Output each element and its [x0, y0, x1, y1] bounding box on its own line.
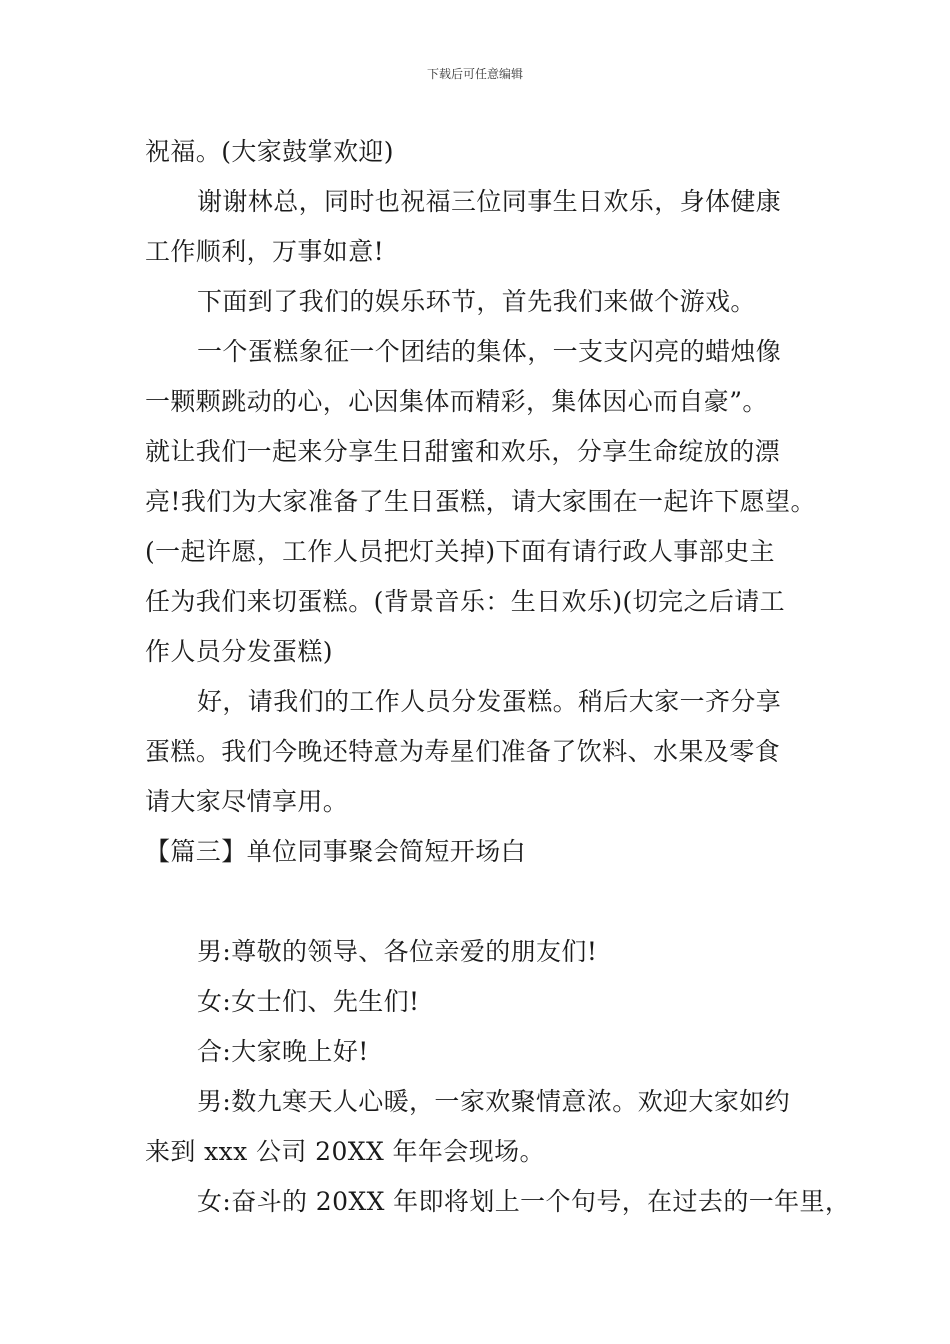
blank-line — [145, 877, 835, 927]
paragraph-line: 蛋糕。我们今晚还特意为寿星们准备了饮料、水果及零食 — [145, 737, 781, 766]
paragraph-line: 一颗颗跳动的心，心因集体而精彩，集体因心而自豪”。 — [145, 387, 768, 416]
paragraph-line: 谢谢林总，同时也祝福三位同事生日欢乐，身体健康 — [197, 187, 782, 216]
paragraph-line: 来到 xxx 公司 20XX 年年会现场。 — [145, 1137, 545, 1166]
section-heading: 【篇三】单位同事聚会简短开场白 — [145, 837, 527, 866]
paragraph-line: 合:大家晚上好! — [197, 1037, 369, 1066]
paragraph-line: 好，请我们的工作人员分发蛋糕。稍后大家一齐分享 — [197, 687, 782, 716]
paragraph-line: 请大家尽情享用。 — [145, 787, 349, 816]
paragraph-line: 任为我们来切蛋糕。(背景音乐：生日欢乐)(切完之后请工 — [145, 587, 786, 616]
paragraph-line: 祝福。(大家鼓掌欢迎) — [145, 137, 394, 166]
paragraph-line: (一起许愿，工作人员把灯关掉)下面有请行政人事部史主 — [145, 537, 775, 566]
paragraph-line: 男:尊敬的领导、各位亲爱的朋友们! — [197, 937, 598, 966]
paragraph-line: 女:女士们、先生们! — [197, 987, 420, 1016]
paragraph-line: 就让我们一起来分享生日甜蜜和欢乐，分享生命绽放的漂 — [145, 437, 781, 466]
paragraph-line: 男:数九寒天人心暖，一家欢聚情意浓。欢迎大家如约 — [197, 1087, 791, 1116]
paragraph-line: 女:奋斗的 20XX 年即将划上一个句号，在过去的一年里， — [197, 1187, 851, 1216]
page-header: 下载后可任意编辑 — [426, 67, 523, 81]
paragraph-line: 工作顺利，万事如意! — [145, 237, 385, 266]
paragraph-line: 下面到了我们的娱乐环节，首先我们来做个游戏。 — [197, 287, 756, 316]
document-body — [145, 127, 851, 1227]
paragraph-line: 亮!我们为大家准备了生日蛋糕，请大家围在一起许下愿望。 — [145, 487, 816, 516]
paragraph-line: 作人员分发蛋糕) — [145, 637, 333, 666]
paragraph-line: 一个蛋糕象征一个团结的集体，一支支闪亮的蜡烛像 — [197, 337, 782, 366]
